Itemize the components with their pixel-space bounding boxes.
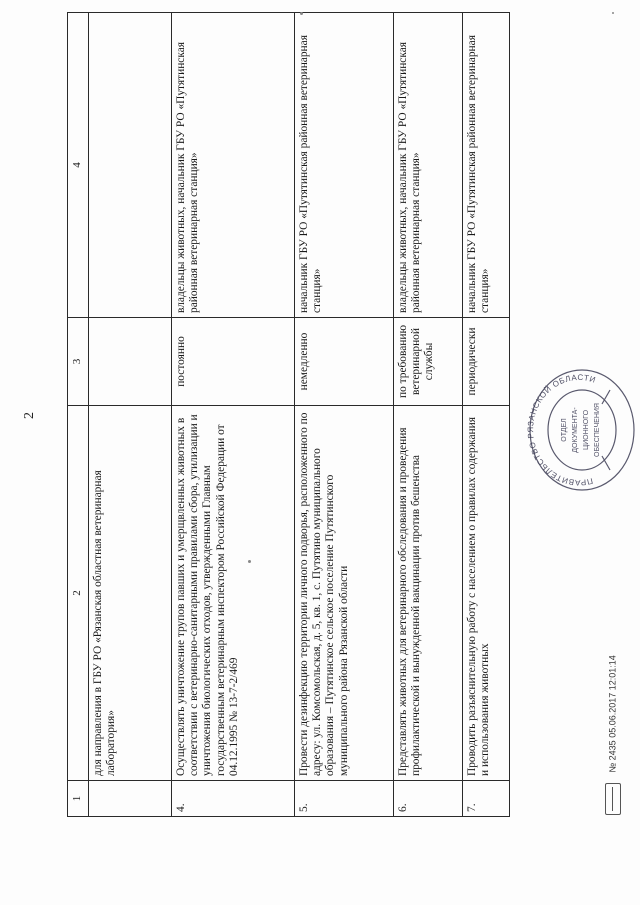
header-cell-2: 2 (68, 406, 89, 781)
stamp-line: ОТДЕЛ (561, 418, 568, 442)
registry-logo-icon (605, 783, 621, 815)
stamp-outer-text: ПРАВИТЕЛЬСТВО РЯЗАНСКОЙ ОБЛАСТИ (526, 372, 598, 488)
measure-text: для направления в ГБУ РО «Рязанская областная ветеринарная лаборатория» (89, 406, 172, 781)
scan-speck (300, 12, 303, 15)
header-cell-4: 4 (68, 13, 89, 318)
measure-text: Проводить разъяснительную работу с населением о правилах содержания и использования животных (463, 406, 510, 781)
header-cell-1: 1 (68, 781, 89, 817)
table-row (295, 13, 394, 817)
term-text (89, 318, 172, 406)
row-number: 5. (295, 781, 394, 817)
row-number: 7. (463, 781, 510, 817)
stamp-line: ОБЕСПЕЧЕНИЯ (594, 403, 601, 457)
term-text: периодически (463, 318, 510, 406)
term-text: немедленно (295, 318, 394, 406)
table-row (394, 13, 463, 817)
scan-speck (248, 560, 251, 563)
table-row (463, 13, 510, 817)
measure-text: Представлять животных для ветеринарного обследования и проведения профилактической и вынужденной вакцинации против бешенства (394, 406, 463, 781)
scan-speck (612, 12, 614, 14)
table-row (89, 13, 172, 817)
row-number: 4. (172, 781, 295, 817)
registration-number: № 2435 05.06.2017 12:01:14 (607, 655, 618, 773)
stamp-line: ЦИОННОГО (583, 409, 590, 451)
term-text: постоянно (172, 318, 295, 406)
responsible-text: начальник ГБУ РО «Путятинская районная ветеринарная станция» (463, 13, 510, 318)
row-number (89, 781, 172, 817)
table-header-row (68, 13, 89, 817)
responsible-text (89, 13, 172, 318)
header-cell-3: 3 (68, 318, 89, 406)
measure-text: Провести дезинфекцию территории личного подворья, расположенного по адресу: ул. Комсомольская, д. 5, кв. 1, с. Путятино муниципального образования – Путятинское сельское поселение Путятинского муниципального района Рязанской области (295, 406, 394, 781)
measures-table (67, 12, 510, 817)
term-text: по требованию ветеринарной службы (394, 318, 463, 406)
registration-footer (605, 655, 621, 815)
stamp-line: ДОКУМЕНТА- (572, 407, 579, 453)
row-number: 6. (394, 781, 463, 817)
responsible-text: начальник ГБУ РО «Путятинская районная ветеринарная станция» (295, 13, 394, 318)
responsible-text: владельцы животных, начальник ГБУ РО «Путятинская районная ветеринарная станция» (394, 13, 463, 318)
measure-text: Осуществлять уничтожение трупов павших и умерщвленных животных в соответствии с ветеринарно-санитарными правилами сбора, утилизации и уничтожения биологических отходов, утвержденными Главным государственным ветеринарным инспектором Российской Федерации от 04.12.1995 № 13-7-2/469 (172, 406, 295, 781)
table-row (172, 13, 295, 817)
page-number: 2 (22, 412, 37, 419)
official-stamp (522, 360, 640, 500)
responsible-text: владельцы животных, начальник ГБУ РО «Путятинская районная ветеринарная станция» (172, 13, 295, 318)
